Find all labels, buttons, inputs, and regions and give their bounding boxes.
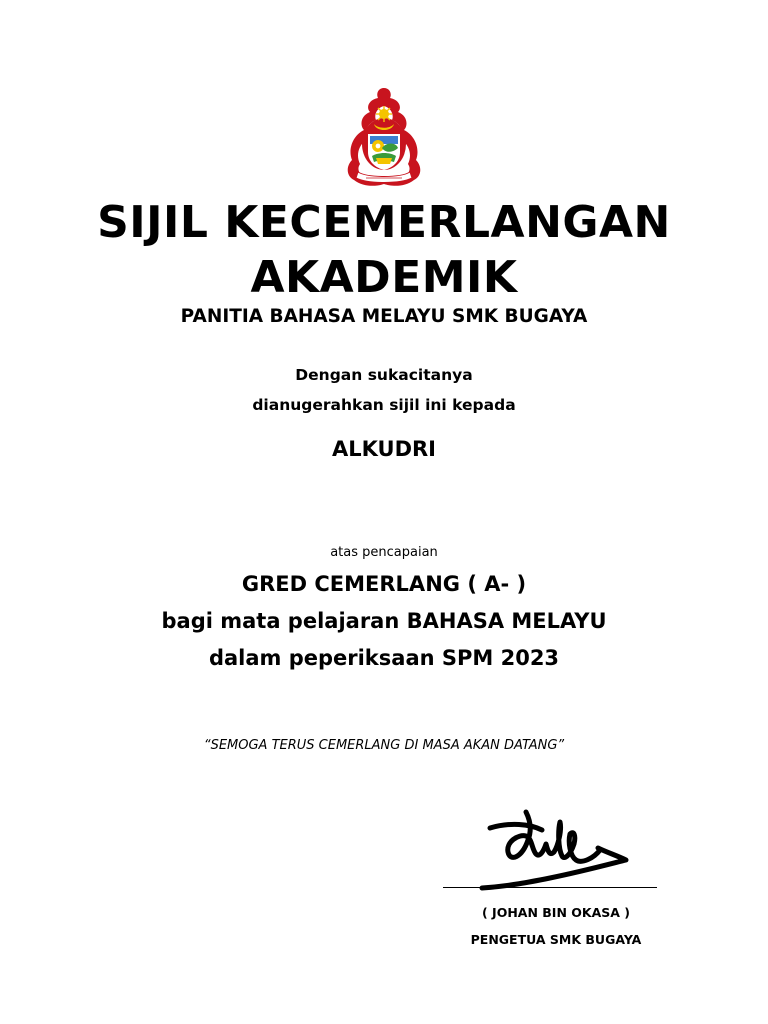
signatory-position: PENGETUA SMK BUGAYA [470,932,642,947]
greeting-line2: dianugerahkan sijil ini kepada [252,396,516,414]
achievement-subject: bagi mata pelajaran BAHASA MELAYU [161,609,607,633]
achievement-intro: atas pencapaian [330,545,438,560]
signature-icon [470,800,640,892]
motto: “SEMOGA TERUS CEMERLANG DI MASA AKAN DATANG” [203,738,565,753]
achievement-grade: GRED CEMERLANG ( A- ) [241,572,527,596]
greeting-line1: Dengan sukacitanya [295,366,473,384]
certificate-title-line2: AKADEMIK [250,252,518,303]
signatory-name: ( JOHAN BIN OKASA ) [481,905,630,920]
signature-line [443,887,657,888]
recipient-name: ALKUDRI [331,437,436,461]
certificate-title-line1: SIJIL KECEMERLANGAN [97,197,671,248]
achievement-exam: dalam peperiksaan SPM 2023 [208,646,560,670]
school-crest-icon [338,86,430,190]
panel-name: PANITIA BAHASA MELAYU SMK BUGAYA [180,306,588,327]
